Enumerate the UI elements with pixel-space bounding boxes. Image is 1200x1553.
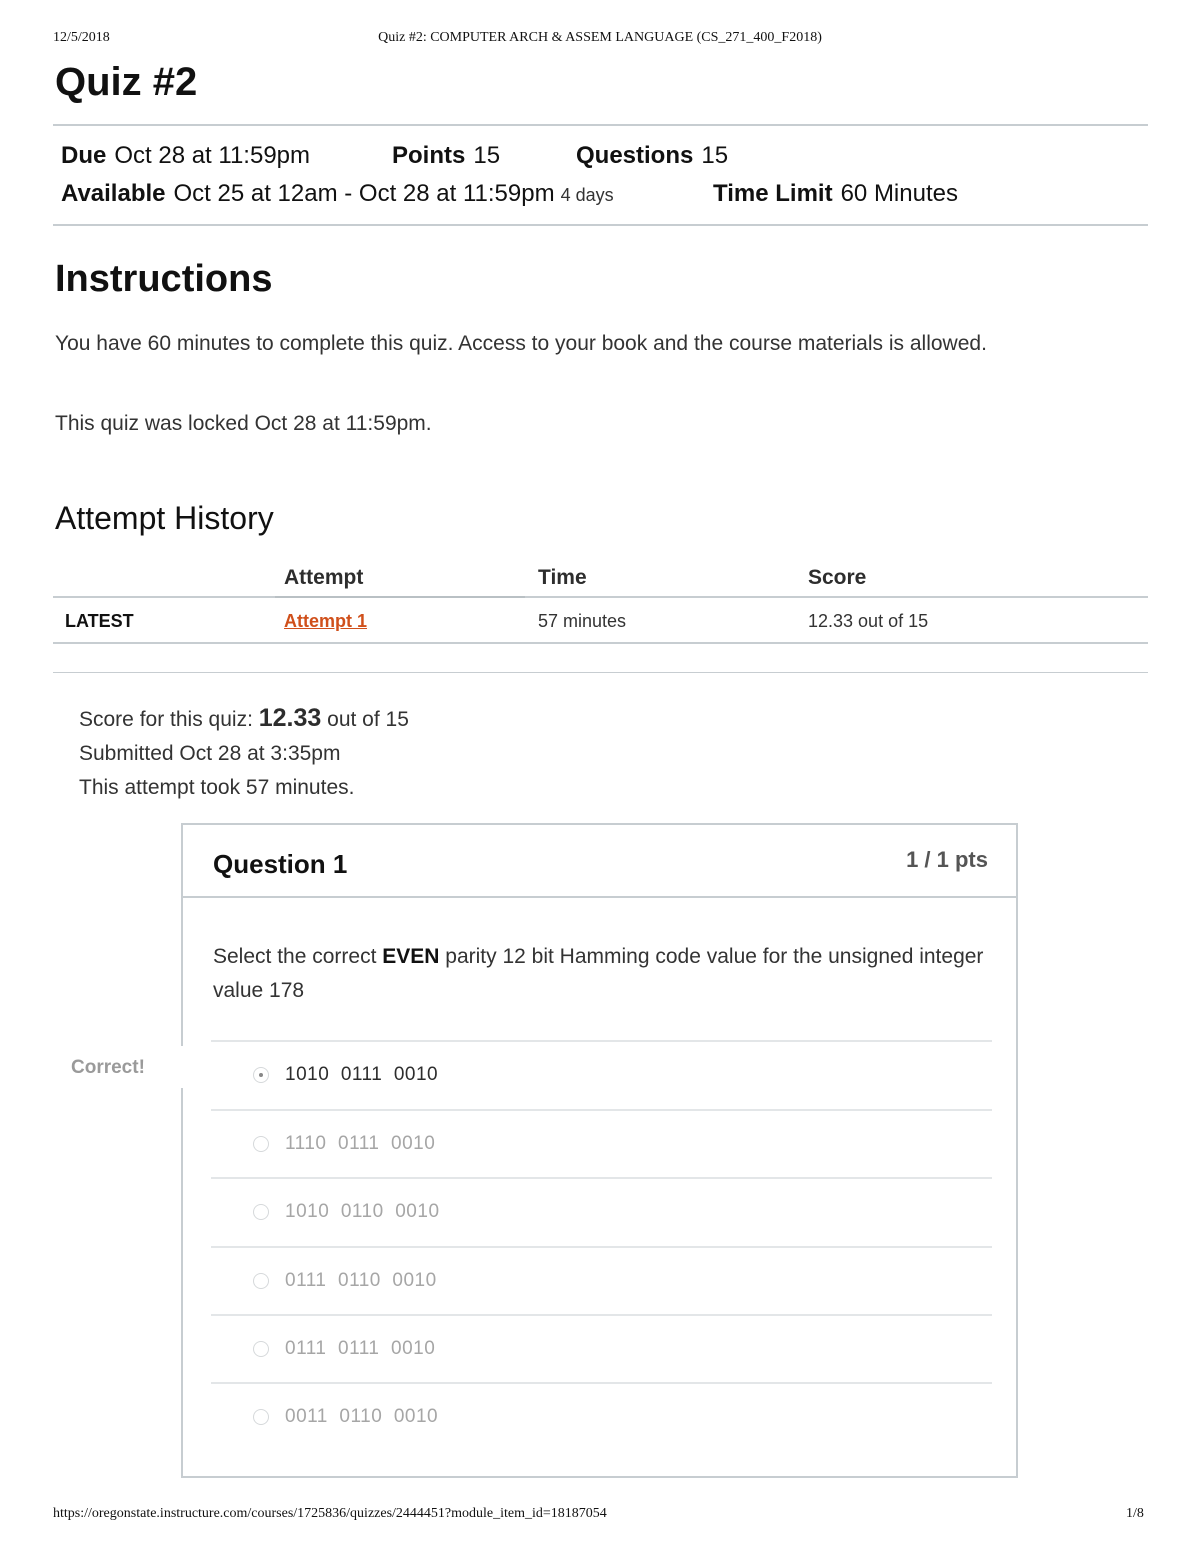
due-label: Due [61,142,107,169]
radio-icon[interactable] [253,1204,269,1220]
divider [53,672,1148,673]
question-text-before: Select the correct [213,945,383,968]
submitted-time: Submitted Oct 28 at 3:35pm [79,742,341,765]
quiz-score [79,704,409,733]
score-suffix: out of 15 [327,708,409,731]
quiz-title: Quiz #2 [55,60,198,104]
radio-icon[interactable] [253,1273,269,1289]
attempt-column-accent [275,596,525,598]
available-days: 4 days [560,185,614,205]
time-limit-label: Time Limit [713,180,833,207]
question-card [181,823,1018,1478]
column-header-attempt: Attempt [284,566,364,589]
answer-label: 1010 0111 0010 [285,1064,439,1085]
attempt-1-link[interactable]: Attempt 1 [284,611,368,631]
attempt-duration: This attempt took 57 minutes. [79,776,355,799]
attempt-time: 57 minutes [538,611,627,631]
points-value: 15 [473,142,501,169]
question-text-after: parity 12 bit Hamming code value for the unsigned integer value 178 [213,945,984,1002]
print-date: 12/5/2018 [53,30,110,45]
attempt-score: 12.33 out of 15 [808,611,929,631]
due-date [61,142,310,170]
attempt-history-heading: Attempt History [55,500,274,536]
table-header-divider [53,596,1148,598]
available-label: Available [61,180,166,207]
table-row-divider [53,642,1148,644]
time-limit [713,180,958,208]
answer-option[interactable] [211,1177,992,1245]
points-info [392,142,500,170]
radio-icon[interactable] [253,1409,269,1425]
radio-selected-icon[interactable] [253,1067,269,1083]
score-prefix: Score for this quiz: [79,708,253,731]
locked-notice: This quiz was locked Oct 28 at 11:59pm. [55,412,432,435]
instructions-heading: Instructions [55,258,273,300]
questions-label: Questions [576,142,694,169]
answer-option[interactable] [211,1109,992,1177]
correct-answer-tag: Correct! [71,1057,145,1078]
print-page-number: 1/8 [1126,1506,1144,1521]
time-limit-value: 60 Minutes [840,180,958,207]
due-value: Oct 28 at 11:59pm [114,142,311,169]
availability [61,180,614,208]
question-text [213,940,993,1008]
radio-icon[interactable] [253,1341,269,1357]
divider [53,124,1148,126]
answer-label: 0111 0110 0010 [285,1270,437,1291]
answer-label: 1110 0111 0010 [285,1133,436,1154]
available-value: Oct 25 at 12am - Oct 28 at 11:59pm [173,180,555,207]
questions-value: 15 [701,142,729,169]
divider [53,224,1148,226]
print-page-title: Quiz #2: COMPUTER ARCH & ASSEM LANGUAGE (CS_271_400_F2018) [378,30,822,45]
points-label: Points [392,142,466,169]
answer-label: 1010 0110 0010 [285,1201,440,1222]
question-text-bold: EVEN [382,945,440,968]
answer-option[interactable] [211,1382,992,1450]
questions-info [576,142,728,170]
answer-label: 0011 0110 0010 [285,1406,439,1427]
correct-tag-notch [181,1046,183,1088]
answer-option[interactable] [211,1246,992,1314]
latest-badge: LATEST [65,611,134,631]
print-url: https://oregonstate.instructure.com/courses/1725836/quizzes/2444451?module_item_id=18187054 [53,1506,607,1521]
answer-option[interactable] [211,1314,992,1382]
question-points: 1 / 1 pts [906,847,988,872]
column-header-time: Time [538,566,587,589]
column-header-score: Score [808,566,867,589]
instructions-text: You have 60 minutes to complete this quiz. Access to your book and the course materials is allowed. [55,332,987,355]
question-title: Question 1 [213,849,348,879]
answer-label: 0111 0111 0010 [285,1338,436,1359]
radio-icon[interactable] [253,1136,269,1152]
score-value: 12.33 [258,704,322,732]
question-header [183,825,1016,898]
answer-option[interactable] [211,1040,992,1108]
